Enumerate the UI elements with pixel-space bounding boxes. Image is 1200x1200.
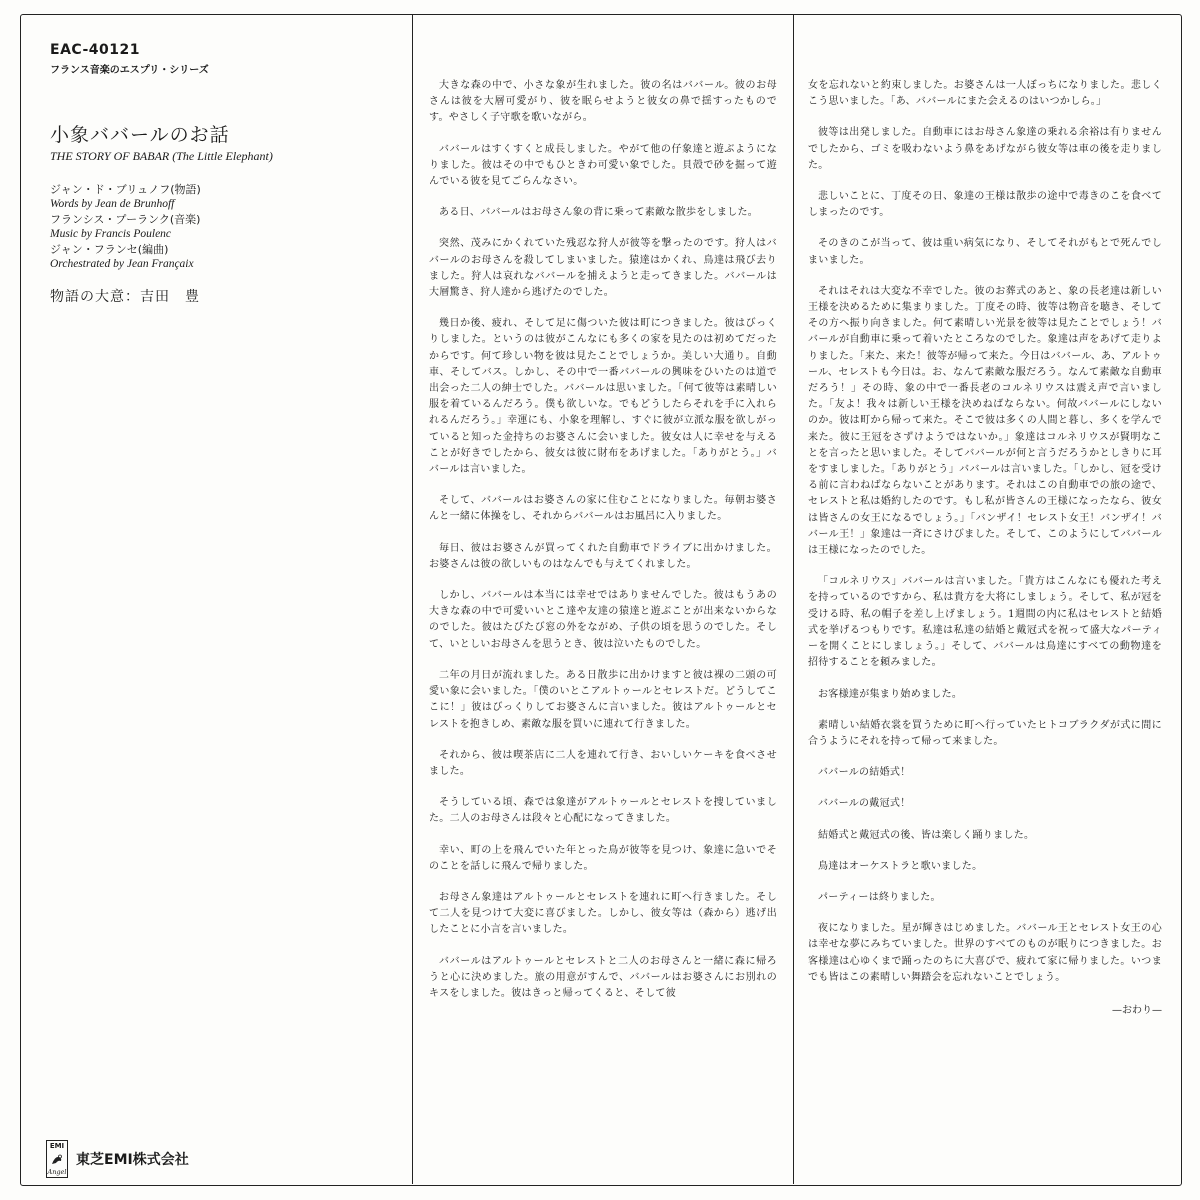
story-paragraph: ババールはすくすくと成長しました。やがて他の仔象達と遊ぶようになりました。彼はその中でもひときわ可愛い象でした。貝殻で砂を掘って遊んでいる彼を見てごらんなさい。 [429,143,777,188]
story-paragraph: 幾日か後、疲れ、そして足に傷ついた彼は町につきました。彼はびっくりしました。というのは彼がこんなにも多くの家を見たのは初めてだったからです。何て珍しい物を彼は見たことでしょうか。美しい大通り。自動車、そしてバス。しかし、その中で一番ババールの興味をひいたのは道で出会った二人の紳士でした。ババールは思いました。「何て彼等は素晴しい服を着ているんだろう。僕も欲しいな。でもどうしたらそれを手に入れられるんだろう。」幸運にも、小象を理解し、すぐに彼が立派な服を欲しがっていると知った金持ちのお婆さんに会いました。彼女は人に幸せを与えることが好きでしたから、彼女は彼に財布をあげました。「ありがとう。」ババールは言いました。 [429,318,777,476]
story-paragraph: ババールの戴冠式！ [818,798,911,810]
story-paragraph: 鳥達はオーケストラと歌いました。 [818,860,983,872]
credit-music-ja: フランシス・プーランク(音楽) [50,213,201,226]
story-paragraph: そうしている頃、森では象達がアルトゥールとセレストを捜していました。二人のお母さんは段々と心配になってきました。 [429,797,777,825]
story-paragraph: お母さん象達はアルトゥールとセレストを連れに町へ行きました。そして二人を見つけて大変に喜びました。しかし、彼女等は（森から）逃げ出したことに小言を言いました。 [429,891,777,936]
catalog-number: EAC-40121 [50,42,141,58]
title-japanese: 小象ババールのお話 [50,124,230,146]
story-paragraph: 「コルネリウス」ババールは言いました。「貴方はこんなにも優れた考えを持っているのですから、私は貴方を大将にしましょう。そして、私が冠を受ける時、私の帽子を差し上げましょう。1週間の内に私はセレストと結婚式を挙げるつもりです。私達は私達の結婚と戴冠式を祝って盛大なパーティーを開くことにしましょう。」そして、ババールは鳥達にすべての動物達を招待することを頼みました。 [808,576,1162,669]
story-paragraph: お客様達が集まり始めました。 [818,688,963,700]
story-column-2 [794,14,1180,1184]
story-paragraph: 大きな森の中で、小さな象が生れました。彼の名はババール。彼のお母さんは彼を大層可愛がり、彼を眠らせようと彼女の鼻で揺すったものです。やさしく子守歌を歌いながら。 [429,80,777,124]
record-label-logo [46,1140,189,1178]
story-column-1 [413,14,793,1184]
credit-orchestration-en: Orchestrated by Jean Françaix [50,258,194,270]
story-paragraph: パーティーは終りました。 [818,891,941,903]
emi-logo-text: EMI [49,1142,65,1150]
story-paragraph: ババールの結婚式！ [818,767,911,779]
credit-story-en: Words by Jean de Brunhoff [50,198,175,210]
story-paragraph: 夜になりました。星が輝きはじめました。ババール王とセレスト女王の心は幸せな夢にみちていました。世界のすべてのものが眠りにつきました。お客様達は心ゆくまで踊ったのちに大喜びで、疲れて家に帰りました。いつまでも皆はこの素晴しい舞踏会を忘れないことでしょう。 [808,923,1162,983]
story-paragraph: 突然、茂みにかくれていた残忍な狩人が彼等を撃ったのです。狩人はババールのお母さんを殺してしまいました。猿達はかくれ、鳥達は飛び去りました。狩人は哀れなババールを捕えようと走ってきました。ババールは大層驚き、狩人達から逃げたのでした。 [429,238,777,299]
story-paragraph: 素晴しい結婚衣裳を買うために町へ行っていたヒトコブラクダが式に間に合うようにそれを持って帰って来ました。 [808,719,1162,747]
story-paragraph: それはそれは大変な不幸でした。彼のお葬式のあと、象の長老達は新しい王様を決めるために集まりました。丁度その時、彼等は物音を聴き、そしてその方へ振り向きました。何て素晴しい光景を彼等は見たことでしょう！ババールが自動車に乗って着いたところなのでした。象達は声をあげて走りよりました。「来た、来た！彼等が帰って来た。今日はババール、あ、アルトゥール、セレストも今日は。お、なんて素敵な服だろう。なんて素敵な自動車だろう！」その時、象の中で一番長老のコルネリウスは震え声で言いました。「友よ！我々は新しい王様を決めねばならない。何故ババールにしないのか。彼は町から帰って来た。そこで彼は多くの人間と暮し、多くを学んで来た。彼に王冠をさずけようではないか。」象達はコルネリウスが賢明なことを言ったと思いました。そしてババールが何と言うだろうかとしきりに耳をすましました。「ありがとう」ババールは言いました。「しかし、冠を受ける前に言わねばならないことがあります。それはこの自動車での旅の途で、セレストと私は婚約したのです。もし私が皆さんの王様になったなら、彼女は皆さんの女王になるでしょう。」「バンザイ！セレスト女王！バンザイ！ババール王！」象達は一斉にさけびました。そして、このようにしてババールは王様になったのでした。 [808,285,1162,557]
story-paragraph: ある日、ババールはお母さん象の背に乗って素敵な散歩をしました。 [439,207,759,219]
credits [50,182,412,272]
synopsis-label: 物語の大意：吉田 豊 [50,289,200,305]
story-paragraph: 彼等は出発しました。自動車にはお母さん象達の乗れる余裕は有りませんでしたから、ゴミを吸わないよう鼻をあげながら彼女等は車の後を走りました。 [808,127,1162,171]
story-paragraph: 幸い、町の上を飛んでいた年とった鳥が彼等を見つけ、象達に急いでそのことを話しに飛んで帰りました。 [429,844,777,872]
credit-story-ja: ジャン・ド・ブリュノフ(物語) [50,183,201,196]
title-column [20,14,412,1184]
story-paragraph: 悲しいことに、丁度その日、象達の王様は散歩の途中で毒きのこを食べてしまったのです。 [808,191,1162,219]
story-paragraph: 二年の月日が流れました。ある日散歩に出かけますと彼は裸の二頭の可愛い象に会いました。「僕のいとこアルトゥールとセレストだ。どうしてここに！」彼はびっくりしてお婆さんに言いました。彼はアルトゥールとセレストを抱きしめ、素敵な服を買いに連れて行きました。 [429,669,777,730]
credit-orchestration-ja: ジャン・フランセ(編曲) [50,243,169,256]
angel-icon [50,1154,64,1166]
company-name: 東芝EMI株式会社 [76,1152,189,1168]
emi-angel-logo [46,1140,68,1178]
title-english: THE STORY OF BABAR (The Little Elephant) [50,149,273,163]
story-paragraph: それから、彼は喫茶店に二人を連れて行き、おいしいケーキを食べさせました。 [429,749,777,777]
credit-music-en: Music by Francis Poulenc [50,228,172,240]
angel-logo-text: Angel [47,1168,67,1176]
ending-mark: —おわり— [1112,1004,1162,1016]
story-paragraph: ババールはアルトゥールとセレストと二人のお母さんと一緒に森に帰ろうと心に決めました。旅の用意がすんで、ババールはお婆さんにお別れのキスをしました。彼はきっと帰ってくると、そして彼 [429,955,777,999]
story-paragraph: そのきのこが当って、彼は重い病気になり、そしてそれがもとで死んでしまいました。 [808,238,1162,266]
series-name: フランス音楽のエスプリ・シリーズ [50,65,209,76]
story-paragraph: 結婚式と戴冠式の後、皆は楽しく踊りました。 [818,829,1035,841]
story-paragraph: しかし、ババールは本当には幸せではありませんでした。彼はもうあの大きな森の中で可愛いいとこ達や友達の猿達と遊ぶことが出来ないからなのでした。彼はたびたび窓の外をながめ、子供の頃を思うのでした。そして、いとしいお母さんを思うとき、彼は泣いたものでした。 [429,590,777,650]
story-paragraph: 毎日、彼はお婆さんが買ってくれた自動車でドライブに出かけました。お婆さんは彼の欲しいものはなんでも与えてくれました。 [429,542,777,570]
story-paragraph: そして、ババールはお婆さんの家に住むことになりました。毎朝お婆さんと一緒に体操をし、それからババールはお風呂に入りました。 [429,495,777,523]
story-paragraph: 女を忘れないと約束しました。お婆さんは一人ぼっちになりました。悲しくこう思いました。「あ、ババールにまた会えるのはいつかしら。」 [808,80,1162,108]
